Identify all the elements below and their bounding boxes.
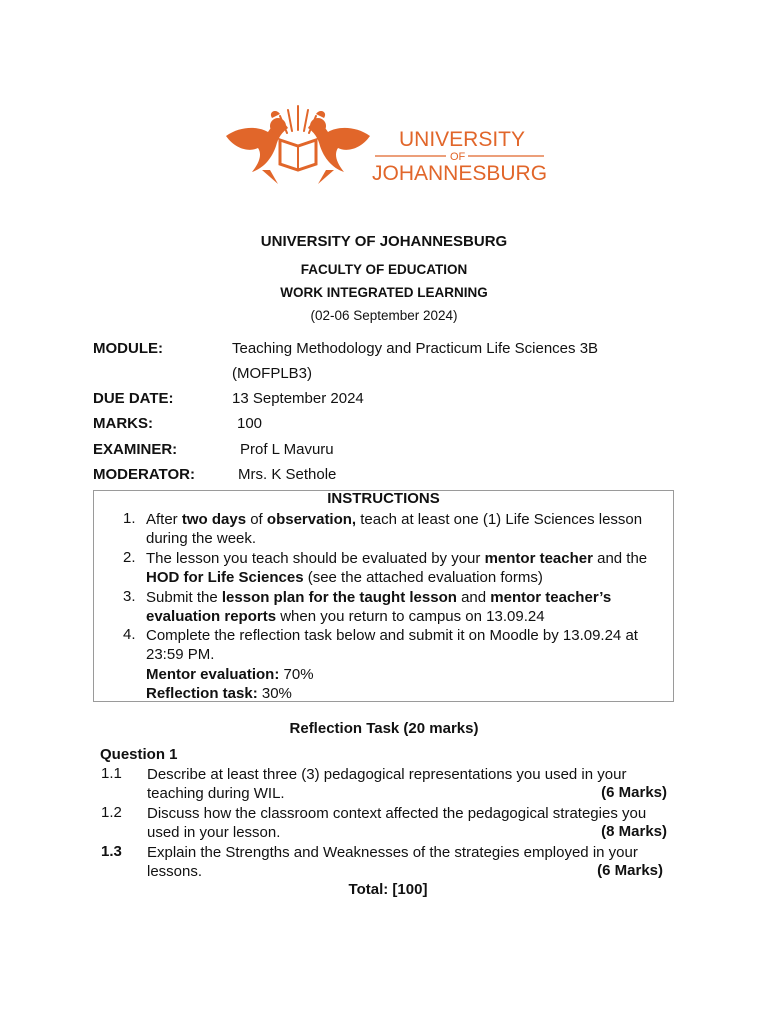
marks-label: MARKS: (93, 415, 153, 432)
question-1-2-line2: used in your lesson. (147, 824, 281, 841)
instruction-number: 1. (123, 510, 136, 527)
examiner-value: Prof L Mavuru (240, 441, 334, 458)
logo-wordmark-line3: JOHANNESBURG (372, 162, 548, 185)
program-dates: (02-06 September 2024) (310, 308, 458, 323)
logo-wordmark-line1: UNIVERSITY (399, 128, 526, 151)
instruction-number: 4. (123, 626, 136, 643)
instructions-title: INSTRUCTIONS (327, 490, 440, 507)
question-number: 1.3 (101, 843, 122, 860)
question-number: 1.2 (101, 804, 122, 821)
question-1-3-marks: (6 Marks) (597, 862, 663, 879)
question-number: 1.1 (101, 765, 122, 782)
instruction-2-line2: HOD for Life Sciences (see the attached evaluation forms) (146, 569, 543, 586)
university-title: UNIVERSITY OF JOHANNESBURG (260, 233, 508, 250)
instruction-1-line2: during the week. (146, 530, 257, 547)
module-code: (MOFPLB3) (232, 365, 313, 382)
university-emblem-icon (222, 100, 552, 192)
mentor-evaluation-weight: Mentor evaluation: 70% (146, 666, 314, 683)
due-date-value: 13 September 2024 (232, 390, 364, 407)
instruction-number: 2. (123, 549, 136, 566)
question-heading: Question 1 (100, 746, 178, 763)
reflection-task-weight: Reflection task: 30% (146, 685, 292, 702)
instruction-3-line2: evaluation reports when you return to campus on 13.09.24 (146, 608, 545, 625)
module-value: Teaching Methodology and Practicum Life Sciences 3B (232, 340, 599, 357)
question-1-2-line1: Discuss how the classroom context affected the pedagogical strategies you (147, 805, 647, 822)
marks-value: 100 (237, 415, 263, 432)
total-marks: Total: [100] (348, 881, 428, 898)
question-1-3-line1: Explain the Strengths and Weaknesses of the strategies employed in your (147, 844, 638, 861)
question-1-1-marks: (6 Marks) (601, 784, 667, 801)
question-1-1-line2: teaching during WIL. (147, 785, 285, 802)
moderator-label: MODERATOR: (93, 466, 195, 483)
question-1-2-marks: (8 Marks) (601, 823, 667, 840)
faculty-title: FACULTY OF EDUCATION (300, 262, 468, 277)
reflection-task-title: Reflection Task (20 marks) (289, 720, 479, 737)
logo-wordmark-line2: OF (450, 151, 466, 163)
instruction-3-line1: Submit the lesson plan for the taught lesson and mentor teacher’s (146, 589, 612, 606)
instruction-4-line2: 23:59 PM. (146, 646, 215, 663)
question-1-3-line2: lessons. (147, 863, 203, 880)
moderator-value: Mrs. K Sethole (238, 466, 337, 483)
question-1-1-line1: Describe at least three (3) pedagogical representations you used in your (147, 766, 627, 783)
module-label: MODULE: (93, 340, 163, 357)
instruction-2-line1: The lesson you teach should be evaluated by your mentor teacher and the (146, 550, 648, 567)
program-title: WORK INTEGRATED LEARNING (280, 285, 488, 300)
examiner-label: EXAMINER: (93, 441, 178, 458)
university-logo (222, 100, 552, 192)
instruction-4-line1: Complete the reflection task below and submit it on Moodle by 13.09.24 at (146, 627, 638, 644)
due-date-label: DUE DATE: (93, 390, 174, 407)
instruction-number: 3. (123, 588, 136, 605)
instruction-1-line1: After two days of observation, teach at least one (1) Life Sciences lesson (146, 511, 643, 528)
